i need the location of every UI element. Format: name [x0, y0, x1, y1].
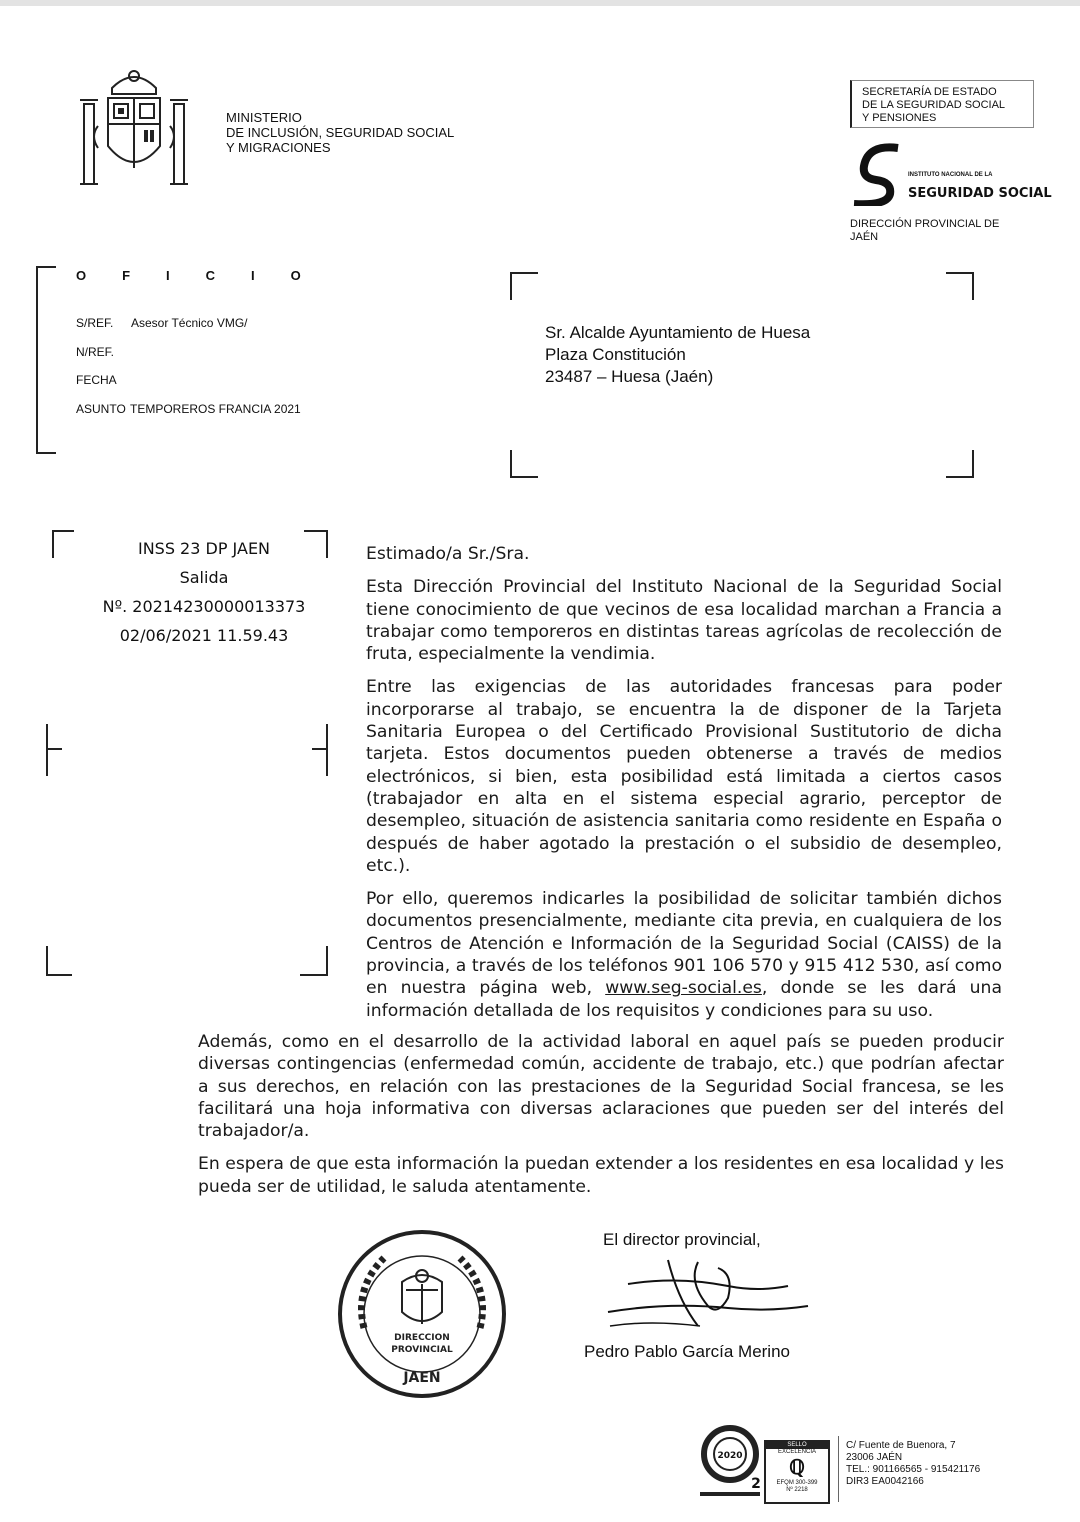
efqm-seal-icon: SELLO EXCELENCIA ℚ EFQM 300-399 Nº 2218: [764, 1440, 830, 1504]
footer-address: C/ Fuente de Buenora, 7 23006 JAÉN TEL.: 901166565 - 915421176 DIR3 EA0042166: [846, 1440, 981, 1487]
official-seal-icon: [334, 1228, 510, 1400]
handwritten-signature: [598, 1250, 818, 1340]
quality-2020-logo-icon: [700, 1412, 762, 1498]
seal-text-provincial: PROVINCIAL: [391, 1345, 453, 1355]
quality-logo-year: 2020: [717, 1451, 743, 1461]
seal-text-direccion: DIRECCION: [394, 1333, 450, 1343]
direccion-provincial-header: DIRECCIÓN PROVINCIAL DE JAÉN: [850, 218, 1000, 243]
sref-label: S/REF.: [76, 316, 114, 330]
registry-stamp: INSS 23 DP JAEN Salida Nº. 20214230000013373 02/06/2021 11.59.43: [102, 539, 306, 645]
inss-logo-icon: [848, 142, 908, 206]
seg-social-link[interactable]: www.seg-social.es: [605, 978, 762, 999]
paragraph-1: Esta Dirección Provincial del Instituto Nacional de la Seguridad Social tiene conocimiento de que vecinos de esa localidad marchan a Francia a trabajar como temporeros en distintas tareas agrícolas de recolección de fruta, especialmente la vendimia.: [366, 577, 1002, 665]
asunto-value: TEMPOREROS FRANCIA 2021: [130, 402, 301, 416]
quality-logo-number: 2: [751, 1476, 761, 1492]
scan-top-band: [0, 0, 1080, 6]
footer-divider: [838, 1436, 839, 1502]
inss-logo-small-text: INSTITUTO NACIONAL DE LA: [908, 172, 993, 178]
registry-corner-marks: [52, 530, 54, 558]
address-corner-marks: [510, 272, 512, 300]
nref-label: N/REF.: [76, 345, 115, 359]
asunto-label: ASUNTO: [76, 402, 126, 416]
sref-value: Asesor Técnico VMG/: [131, 316, 248, 330]
spain-coat-of-arms-icon: [78, 66, 190, 188]
secretaria-box: SECRETARÍA DE ESTADO DE LA SEGURIDAD SOCIAL Y PENSIONES: [850, 80, 1034, 128]
inss-logo-text: SEGURIDAD SOCIAL: [908, 186, 1052, 201]
signatory-name: Pedro Pablo García Merino: [584, 1342, 790, 1361]
salutation: Estimado/a Sr./Sra.: [366, 544, 530, 564]
ministry-name: MINISTERIO DE INCLUSIÓN, SEGURIDAD SOCIAL Y MIGRACIONES: [226, 110, 455, 155]
paragraph-4: Además, como en el desarrollo de la actividad laboral en aquel país se pueden producir diversas contingencias (enfermedad común, accidente de trabajo, etc.) que podrían afectar a sus derechos, en relación con las prestaciones de la Seguridad Social francesa, se les facilitará una hoja informativa con diversas aclaraciones que pueden ser del interés del trabajador/a.: [198, 1032, 1004, 1142]
oficio-bracket: [36, 266, 38, 454]
letter-body-bottom: [198, 1031, 1004, 1209]
efqm-q-icon: ℚ: [789, 1457, 805, 1479]
paragraph-5: En espera de que esta información la puedan extender a los residentes en esa localidad y les pueda ser de utilidad, le saluda atentamente.: [198, 1154, 1004, 1197]
letter-body-top: [366, 543, 1002, 1033]
paragraph-3: Por ello, queremos indicarles la posibilidad de solicitar también dichos documentos presencialmente, mediante cita previa, en cualquiera de los Centros de Atención e Información de la Seguridad Social (CAISS) de la provincia, a través de los teléfonos 901 106 570 y 915 412 530, así como en nuestra página web, www.seg-social.es, donde se les dará una información detallada de los requisitos y condiciones para su uso.: [366, 889, 1002, 1021]
signatory-title: El director provincial,: [603, 1230, 761, 1249]
seal-text-city: JAEN: [403, 1370, 441, 1386]
fecha-label: FECHA: [76, 373, 117, 387]
paragraph-2: Entre las exigencias de las autoridades francesas para poder incorporarse al trabajo, se encuentra la de disponer de la Tarjeta Sanitaria Europea o del Certificado Provisional Sustitutorio de dicha tarjeta. Estos documentos pueden obtenerse a través de medios electrónicos, si bien, esta posibilidad está limitada a ciertos casos (trabajador en alta en el sistema especial agrario, perceptor de desempleo, situación de asistencia sanitaria como residente en España o después de haber agotado la prestación o el subsidio de desempleo, etc.).: [366, 677, 1002, 876]
recipient-address: Sr. Alcalde Ayuntamiento de Huesa Plaza Constitución 23487 – Huesa (Jaén): [545, 323, 811, 386]
oficio-title: OFICIO: [76, 268, 337, 283]
